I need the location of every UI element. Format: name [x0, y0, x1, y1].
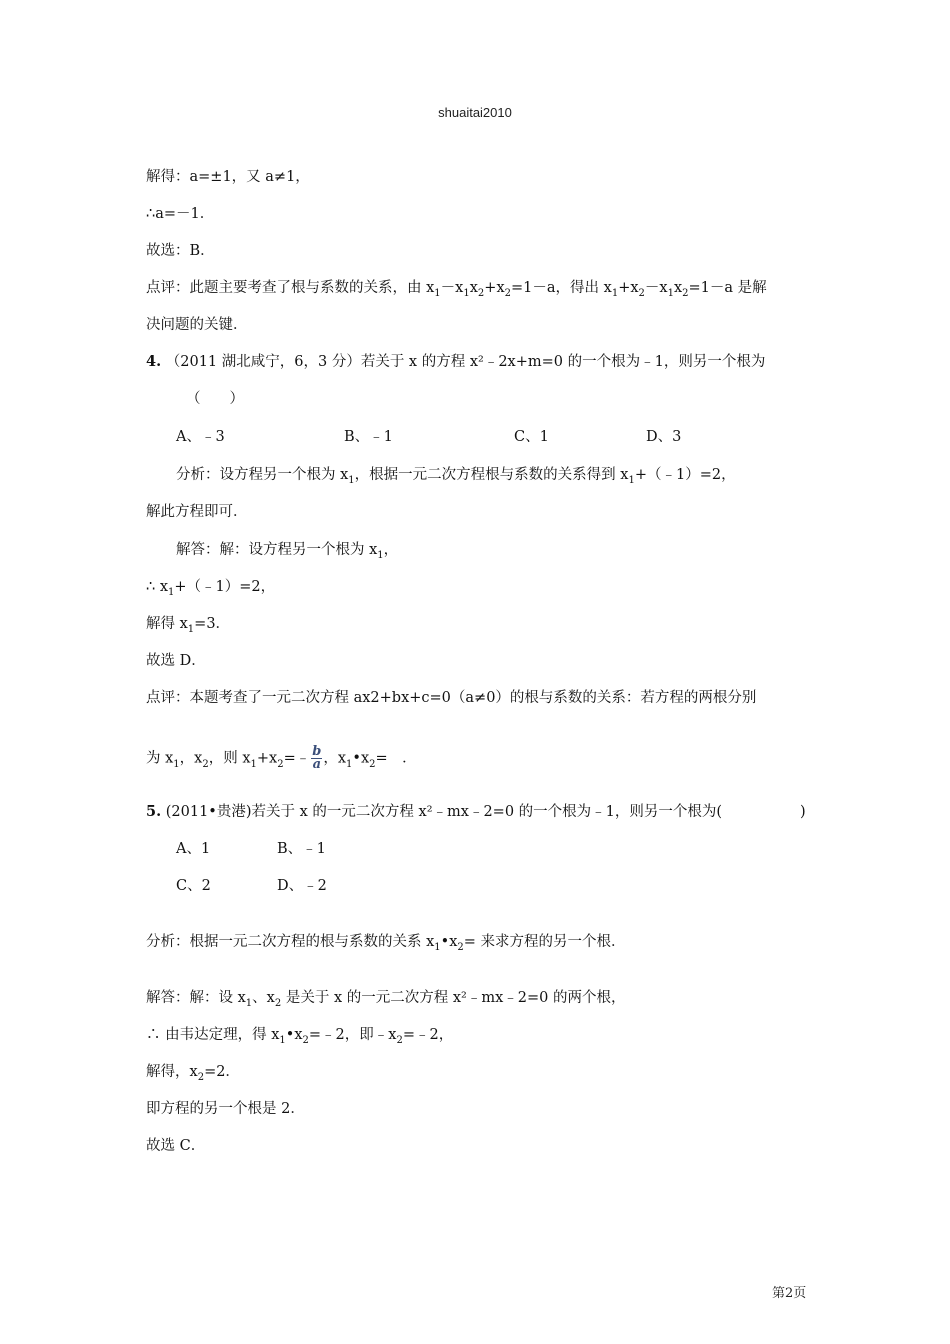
question-number: 4. — [146, 353, 162, 370]
comment-line-2: 决问题的关键． — [146, 317, 248, 333]
option-d: D、﹣2 — [277, 878, 327, 894]
question-number: 5. — [146, 803, 162, 820]
comment-text: = ． — [375, 750, 417, 767]
analysis-line: 分析：设方程另一个根为 $x_1$，根据一元二次方程根与系数的关系得到 $x_1+(﹣1)=2$， — [176, 467, 736, 486]
analysis-text: •x — [440, 934, 458, 950]
question-5-stem — [146, 802, 722, 822]
fraction-b-over-a — [311, 746, 322, 771]
vieta-text: =﹣2， — [402, 1027, 454, 1043]
option-a: A、﹣3 — [176, 429, 225, 445]
answer-paren: （ ） — [186, 391, 244, 407]
option-a: A、1 — [176, 841, 211, 857]
therefore-text: +（﹣1）=2， — [174, 579, 276, 595]
analysis-line: 分析：根据一元二次方程的根与系数的关系 $x_1•x_2=$ 来求方程的另一个根． — [146, 934, 626, 953]
therefore-line: ∴ $x_1+(﹣1)=2$， — [146, 579, 276, 598]
answer-line: 解答：解：设方程另一个根为 $x_1$， — [176, 542, 399, 561]
solve-text: 解得，x — [146, 1064, 198, 1080]
answer-text: 解答：解：设方程另一个根为 x — [176, 542, 378, 558]
solution-line: 解得：a=±1，又 a≠1， — [146, 169, 310, 185]
question-text: （2011 湖北咸宁，6，3 分）若关于 x 的方程 x²﹣2x+m=0 的一个根为﹣1，则另一个根为 — [165, 354, 766, 370]
comment-formula-line: 为 $x_1$，$x_2$，则 $x_1+x_2=﹣$ $\frac{b}{a}$ ，$x_1•x_2=$ ． — [146, 744, 417, 772]
fraction-denominator: a — [312, 757, 322, 772]
comment-text: 为 x — [146, 750, 174, 767]
comment-text: •x — [352, 750, 370, 767]
question-text: (2011•贵港)若关于 x 的一元二次方程 x²﹣mx﹣2=0 的一个根为﹣1，则另一个根为( — [165, 804, 723, 820]
option-b: B、﹣1 — [277, 841, 326, 857]
root-line: 即方程的另一个根是 2． — [146, 1101, 305, 1117]
page-number: 第2页 — [772, 1286, 807, 1301]
question-4-stem — [146, 352, 765, 372]
answer-text: ， — [383, 542, 399, 558]
choice-line: 故选 D． — [146, 653, 206, 669]
vieta-text: ∴ 由韦达定理，得 x — [146, 1027, 280, 1043]
option-c: C、2 — [176, 878, 211, 894]
analysis-text: ，根据一元二次方程根与系数的关系得到 x — [354, 467, 629, 483]
comment-text: ，x — [323, 750, 347, 767]
comment-text: 是解 — [733, 280, 767, 296]
analysis-line-2: 解此方程即可． — [146, 504, 248, 520]
option-b: B、﹣1 — [344, 429, 393, 445]
comment-text: ，得出 — [555, 280, 604, 296]
answer-text: 、x — [252, 990, 275, 1006]
answer-text: 解答：解：设 x — [146, 990, 246, 1006]
option-c: C、1 — [514, 429, 549, 445]
answer-text: 是关于 x 的一元二次方程 x²﹣mx﹣2=0 的两个根， — [281, 990, 626, 1006]
solve-text: =3． — [194, 616, 231, 632]
vieta-line: ∴ 由韦达定理，得 $x_1•x_2=﹣2$，即$﹣x_2=﹣2$， — [146, 1027, 454, 1046]
analysis-text: 分析：设方程另一个根为 x — [176, 467, 349, 483]
analysis-text: = 来求方程的另一个根． — [463, 934, 626, 950]
page-header: shuaitai2010 — [438, 105, 512, 120]
solve-text: 解得 x — [146, 616, 188, 632]
solve-line: 解得，$x_2=2$． — [146, 1064, 240, 1083]
solve-text: =2． — [204, 1064, 240, 1080]
vieta-text: •x — [285, 1027, 303, 1043]
solve-line: 解得 $x_1=3$． — [146, 616, 231, 635]
therefore-line: ∴a=－1． — [146, 206, 215, 222]
comment-text: ，则 x — [208, 750, 251, 767]
analysis-text: 分析：根据一元二次方程的根与系数的关系 x — [146, 934, 435, 950]
fraction-numerator: b — [312, 744, 322, 759]
comment-text: ，x — [179, 750, 203, 767]
analysis-text: +（﹣1）=2， — [634, 467, 736, 483]
comment-line: 点评：本题考查了一元二次方程 ax2+bx+c=0（a≠0）的根与系数的关系：若方程的两根分别 — [146, 690, 757, 706]
comment-line: 点评：此题主要考查了根与系数的关系，由 $x_1-x_1x_2+x_2=1-a$，得出 $x_1+x_2-x_1x_2=1-a$ 是解 — [146, 280, 767, 299]
comment-text: =﹣ — [283, 750, 311, 767]
comment-text: 点评：此题主要考查了根与系数的关系，由 — [146, 280, 427, 296]
therefore-text: ∴ x — [146, 579, 169, 595]
choice-line: 故选 C． — [146, 1138, 206, 1154]
comment-text: +x — [256, 750, 278, 767]
answer-paren-close: ) — [800, 804, 806, 820]
choice-line: 故选：B． — [146, 243, 215, 259]
option-d: D、3 — [646, 429, 682, 445]
vieta-text: =﹣2，即﹣x — [308, 1027, 397, 1043]
answer-line: 解答：解：设 $x_1$、$x_2$ 是关于 x 的一元二次方程 x²﹣mx﹣2=0 的两个根， — [146, 990, 626, 1009]
